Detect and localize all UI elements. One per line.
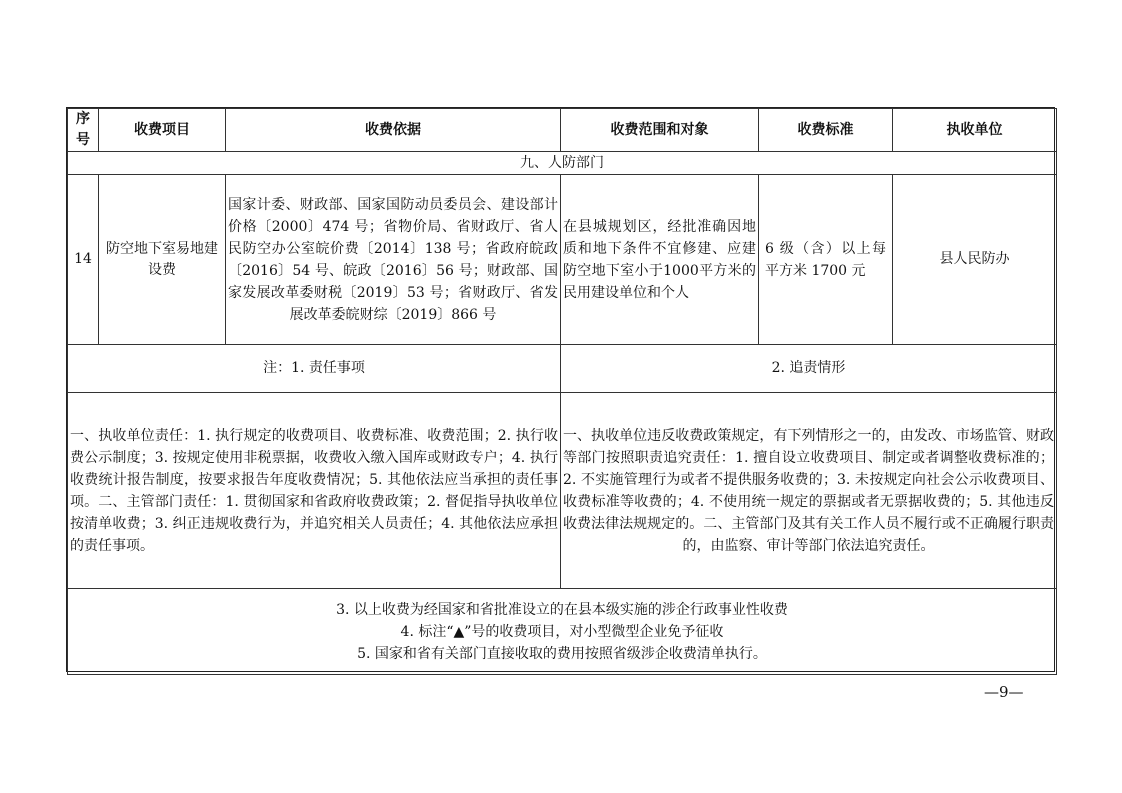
page-number: —9— [984, 683, 1024, 701]
row-item: 防空地下室易地建设费 [99, 175, 226, 345]
section-title: 九、人防部门 [68, 152, 1057, 175]
header-basis: 收费依据 [226, 109, 561, 152]
footnote-line: 4. 标注“▲”号的收费项目，对小型微型企业免予征收 [400, 623, 724, 640]
footnote-line: 5. 国家和省有关部门直接收取的费用按照省级涉企收费清单执行。 [357, 645, 767, 662]
accountability-text: 一、执收单位违反收费政策规定，有下列情形之一的，由发改、市场监管、财政等部门按照职责追究责任：1. 擅自设立收费项目、制定或者调整收费标准的；2. 不实施管理行为或者不提供服务收费的；3. 未按规定向社会公示收费项目、收费标准等收费的；4. 不使用统一规定的票据或者无票据收费的；5. 其他违反收费法律法规规定的。二、主管部门及其有关工作人员不履行或不正确履行职责的，由监察、审计等部门依法追究责任。 [561, 393, 1057, 589]
section-row [68, 152, 1057, 175]
responsibility-heading: 注：1. 责任事项 [68, 345, 561, 393]
row-seq: 14 [68, 175, 99, 345]
header-standard: 收费标准 [759, 109, 893, 152]
row-unit: 县人民防办 [893, 175, 1057, 345]
responsibility-text: 一、执收单位责任：1. 执行规定的收费项目、收费标准、收费范围；2. 执行收费公示制度；3. 按规定使用非税票据，收费收入缴入国库或财政专户；4. 执行收费统计报告制度，按要求报告年度收费情况；5. 其他依法应当承担的责任事项。二、主管部门责任：1. 贯彻国家和省政府收费政策；2. 督促指导执收单位按清单收费；3. 纠正违规收费行为，并追究相关人员责任；4. 其他依法应承担的责任事项。 [68, 393, 561, 589]
row-basis: 国家计委、财政部、国家国防动员委员会、建设部计价格〔2000〕474 号；省物价局、省财政厅、省人民防空办公室皖价费〔2014〕138 号；省政府皖政〔2016〕54 号、皖政〔2016〕56 号；财政部、国家发展改革委财税〔2019〕53 号；省财政厅、省发展改革委皖财综〔2019〕866 号 [226, 175, 561, 345]
accountability-heading: 2. 追责情形 [561, 345, 1057, 393]
header-unit: 执收单位 [893, 109, 1057, 152]
footnotes-row [68, 589, 1057, 675]
header-row [68, 109, 1057, 152]
notes-heading-row [68, 345, 1057, 393]
header-seq: 序号 [68, 109, 99, 152]
header-scope: 收费范围和对象 [561, 109, 759, 152]
table-row [68, 175, 1057, 345]
row-scope: 在县城规划区，经批准确因地质和地下条件不宜修建、应建防空地下室小于1000平方米的民用建设单位和个人 [561, 175, 759, 345]
header-item: 收费项目 [99, 109, 226, 152]
footnote-line: 3. 以上收费为经国家和省批准设立的在县本级实施的涉企行政事业性收费 [336, 601, 788, 618]
footnotes-cell [68, 589, 1057, 675]
fee-list-table [67, 108, 1057, 675]
fee-list-table-frame [66, 107, 1055, 672]
row-standard: 6 级（含）以上每平方米 1700 元 [759, 175, 893, 345]
notes-body-row [68, 393, 1057, 589]
